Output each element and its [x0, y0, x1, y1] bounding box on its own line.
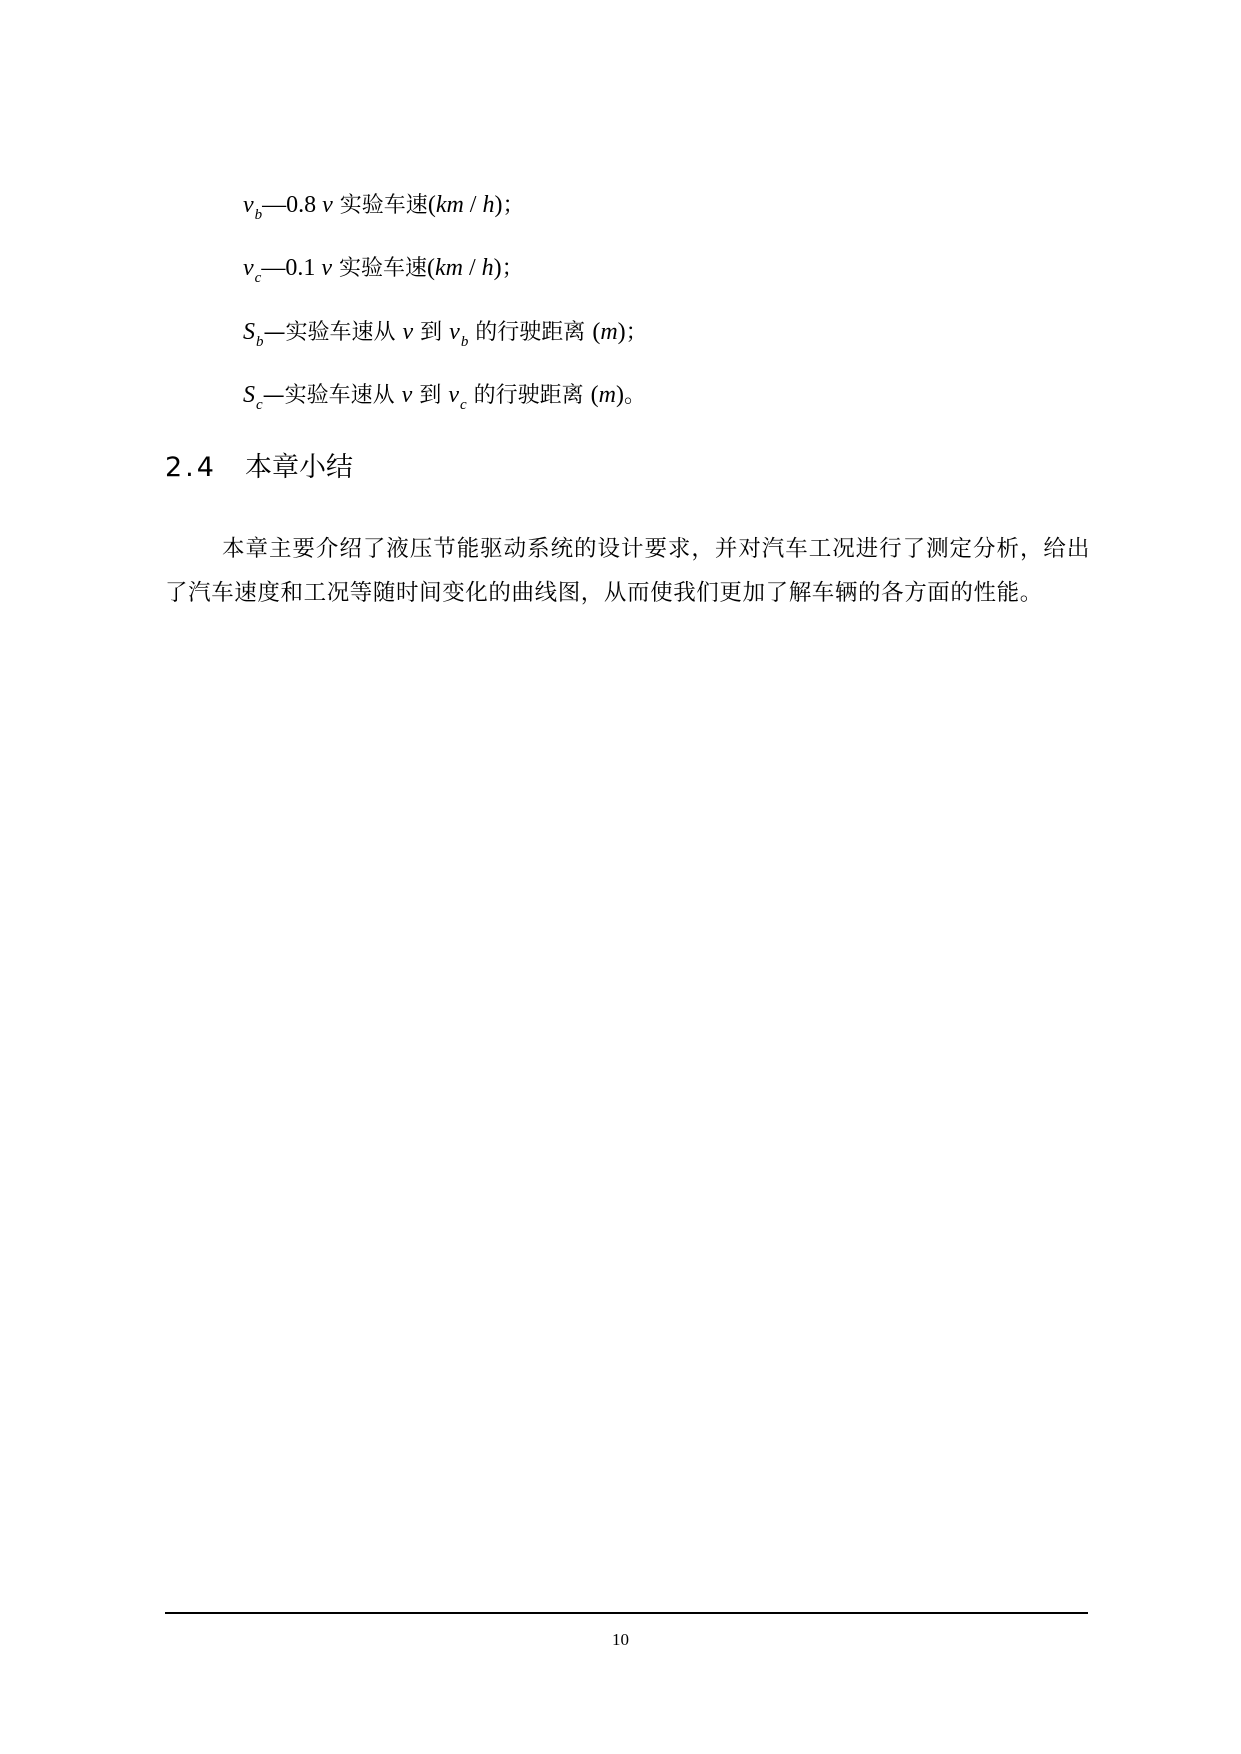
definition-text-run: ；: [501, 256, 524, 281]
definition-up-run: (: [427, 192, 436, 218]
definition-text-run: —实验车速从: [263, 320, 403, 345]
definition-symbol: S: [243, 319, 255, 345]
section-number: 2.4: [165, 452, 217, 483]
definition-symbol: v: [243, 255, 254, 281]
definition-vc: [243, 253, 524, 286]
definition-up-run: ): [494, 192, 503, 218]
definition-up-run: ): [493, 255, 502, 281]
definition-text-run: 到: [413, 320, 450, 345]
definition-m-run: v: [322, 192, 333, 218]
definition-m-run: km: [435, 192, 464, 218]
definition-sub-run: b: [460, 334, 469, 350]
definition-m-run: m: [598, 382, 616, 408]
summary-paragraph: 本章主要介绍了液压节能驱动系统的设计要求，并对汽车工况进行了测定分析，给出了汽车速度和工况等随时间变化的曲线图，从而使我们更加了解车辆的各方面的性能。: [165, 535, 1090, 606]
definition-up-run: (: [426, 255, 435, 281]
definition-symbol: S: [243, 382, 255, 408]
footer-rule: [165, 1612, 1088, 1614]
definition-text-run: ；: [625, 320, 648, 345]
definition-sc: [243, 380, 646, 413]
definition-text-run: 到: [412, 383, 449, 408]
definition-up-run: /: [463, 192, 483, 218]
section-title: 本章小结: [244, 452, 353, 483]
definition-m-run: v: [448, 382, 459, 408]
definition-num-run: —0.8: [262, 192, 323, 218]
definition-text-run: 实验车速: [331, 256, 427, 281]
definition-m-run: m: [600, 319, 618, 345]
definition-sub-run: c: [459, 397, 467, 413]
definition-up-run: /: [462, 255, 482, 281]
definition-text-run: 实验车速: [332, 193, 428, 218]
definition-m-run: h: [482, 192, 495, 218]
definition-up-run: (: [592, 319, 601, 345]
definition-up-run: ): [616, 382, 624, 408]
definition-symbol: v: [243, 192, 254, 218]
definition-text-run: 。: [624, 383, 647, 408]
definition-vb: [243, 190, 524, 223]
definition-text-run: 的行驶距离: [466, 383, 591, 408]
definition-m-run: v: [321, 255, 332, 281]
definition-num-run: —0.1: [261, 255, 322, 281]
definition-subscript: c: [254, 270, 262, 286]
definition-m-run: v: [449, 319, 460, 345]
definition-up-run: ): [617, 319, 626, 345]
definition-m-run: v: [401, 382, 413, 408]
section-heading: [165, 450, 353, 486]
definition-text-run: ；: [502, 193, 525, 218]
definition-subscript: b: [254, 207, 263, 223]
definition-subscript: b: [256, 334, 264, 350]
definition-text-run: —实验车速从: [262, 383, 402, 408]
page-number: 10: [612, 1630, 629, 1649]
definition-m-run: v: [402, 319, 414, 345]
definition-up-run: (: [590, 382, 599, 408]
definition-sb: [243, 317, 648, 350]
definition-text-run: 的行驶距离: [468, 320, 593, 345]
definition-m-run: km: [434, 255, 463, 281]
definition-subscript: c: [256, 397, 263, 413]
definition-m-run: h: [481, 255, 494, 281]
